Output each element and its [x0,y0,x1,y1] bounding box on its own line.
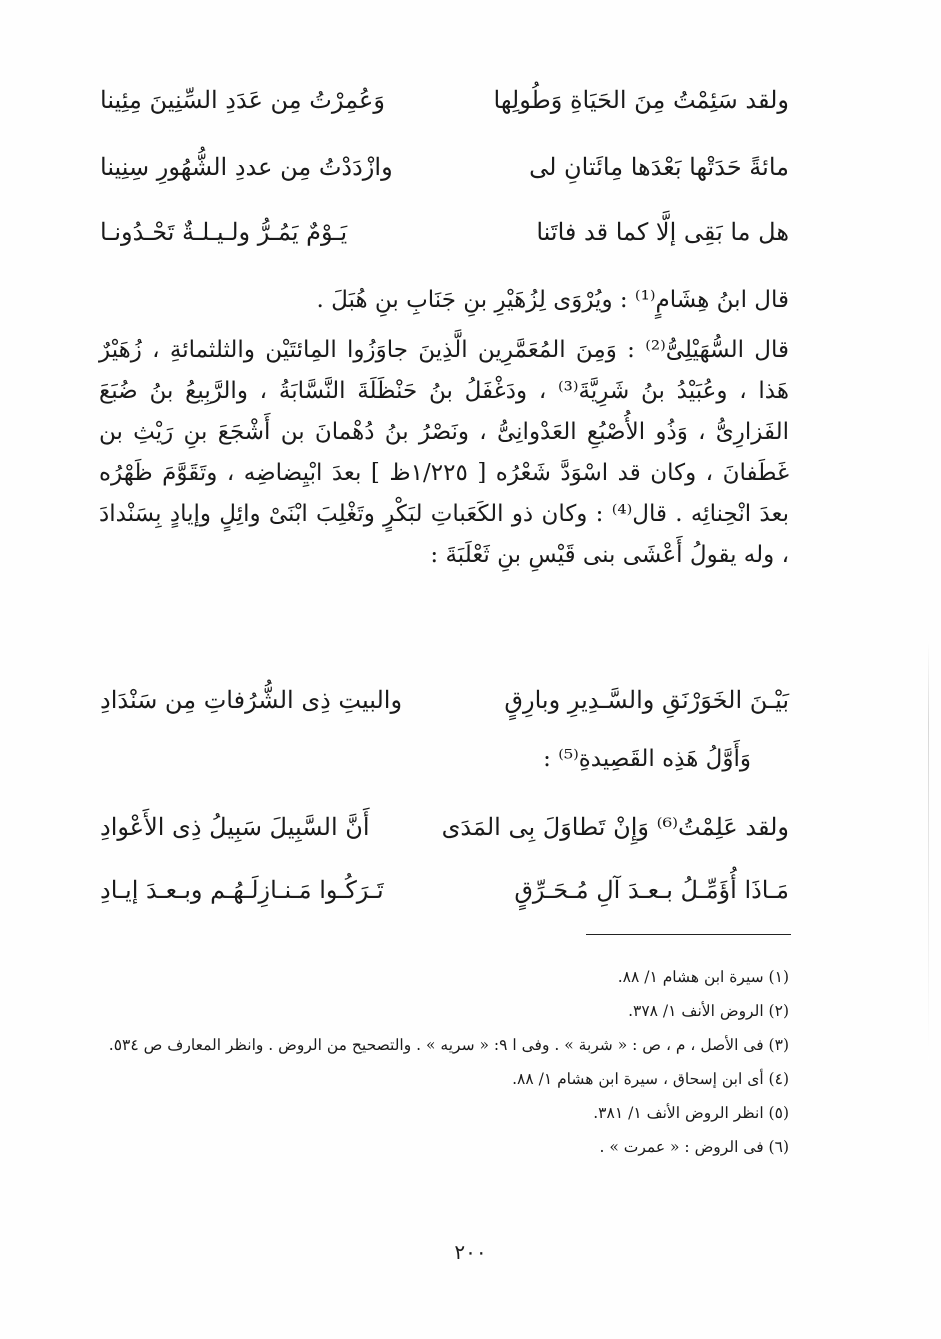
footnote-5: (٥) انظر الروض الأنف ١/ ٣٨١. [593,1104,789,1122]
footnote-6: (٦) فى الروض : « عمرت » . [599,1138,789,1156]
verse-3-first-hemistich: هل ما بَقِى إلَّا كما قد فاتَنا [536,218,789,246]
verse-5-first-hemistich: ولقد عَلِمْتُ⁽⁶⁾ وَإِنْ تَطاوَلَ بِى المَدَى [441,813,789,841]
verse-2-first-hemistich: مائةً حَدَتْها بَعْدَها مِائَتانِ لى [529,153,789,181]
verse-2-second-hemistich: وازْدَدْتُ مِن عددِ الشُّهُورِ سِنِينا [100,153,393,181]
verse-5-second-hemistich: أَنَّ السَّبِيلَ سَبِيلُ ذِى الأَعْوادِ [100,813,370,841]
paragraph-suhayli: قال السُّهَيْلِىُّ⁽²⁾ : وَمِنَ المُعَمَّرِين الَّذِينَ جاوَزُوا المِائتَيْن والثلثمائةِ ، زُهَيْرٌ هَذا ، وعُبَيْدُ بنُ شَرِيَّةَ⁽³⁾ ، ودَغْفَلُ بنُ حَنْظَلَةَ النَّسَّابَةُ ، والرَّبِيعُ بنُ ضُبَعَ الفَزارِىُّ ، وَذُو الأُصْبُعِ العَدْوانِىُّ ، ونَصْرُ بنُ دُهْمانَ بن أَشْجَعَ بنِ رَيْثِ بن غَطَفانَ ، وكان قد اسْوَدَّ شَعْرُه [ ١/٢٢٥ظ ] بعدَ ابْيِضاضِه ، وتَقَوَّمَ ظَهْرُه بعدَ انْحِنائِه . قال⁽⁴⁾ : وكان ذو الكَعَباتِ لبَكْرٍ وتَغْلِبَ ابْنَىْ وائِلٍ وإيادٍ بِسَنْدادَ ، وله يقولُ أَعْشَى بنى قَيْسِ بنِ ثَعْلَبَةَ : [99,337,790,568]
verse-1-second-hemistich: وَعُمِرْتُ مِن عَدَدِ السِّنِينَ مِئِينا [100,86,385,114]
footnote-1: (١) سيرة ابن هشام ١/ ٨٨. [617,968,789,986]
footnote-2: (٢) الروض الأنف ١/ ٣٧٨. [628,1002,789,1020]
footnote-3: (٣) فى الأصل ، م ، ص : « شربة » . وفى ا ٩: « سريه » . والتصحيح من الروض . وانظر المعارف ص ٥٣٤. [108,1036,789,1054]
prose-section [99,280,789,576]
scan-edge-mark [928,640,929,1060]
qasida-intro: وَأَوَّلُ هَذِه القَصِيدةِ⁽⁵⁾ : [543,746,751,772]
verse-6-first-hemistich: مَـاذَا أُؤَمِّـلُ بـعـدَ آلِ مُـحَـرِّقٍ [514,876,789,904]
paragraph-ibn-hisham: قال ابنُ هِشَامٍ⁽¹⁾ : ويُرْوَى لِزُهَيْرِ بنِ جَنَابِ بنِ هُبَلَ . [316,287,789,313]
verse-4-first-hemistich: بَيْـنَ الخَوَرْنَقِ والسَّـدِيرِ وبارِقٍ [504,686,789,714]
verse-4-second-hemistich: والبيتِ ذِى الشُّرُفاتِ مِن سَنْدَادِ [100,686,403,714]
verse-1-first-hemistich: ولقد سَئِمْتُ مِنَ الحَيَاةِ وَطُولِها [493,86,789,114]
footnote-4: (٤) أى ابن إسحاق ، سيرة ابن هشام ١/ ٨٨. [512,1070,789,1088]
page-number: ٢٠٠ [454,1240,487,1264]
footnotes [83,960,789,1164]
verse-3-second-hemistich: يَـوْمٌ يَمُـرُّ ولـيـلـةٌ تَحْـدُونـا [100,218,348,246]
footnote-separator [586,934,791,935]
verse-6-second-hemistich: تَـرَكُـوا مَـنـازِلَـهُـم وبـعـدَ إيـادِ [100,876,384,904]
